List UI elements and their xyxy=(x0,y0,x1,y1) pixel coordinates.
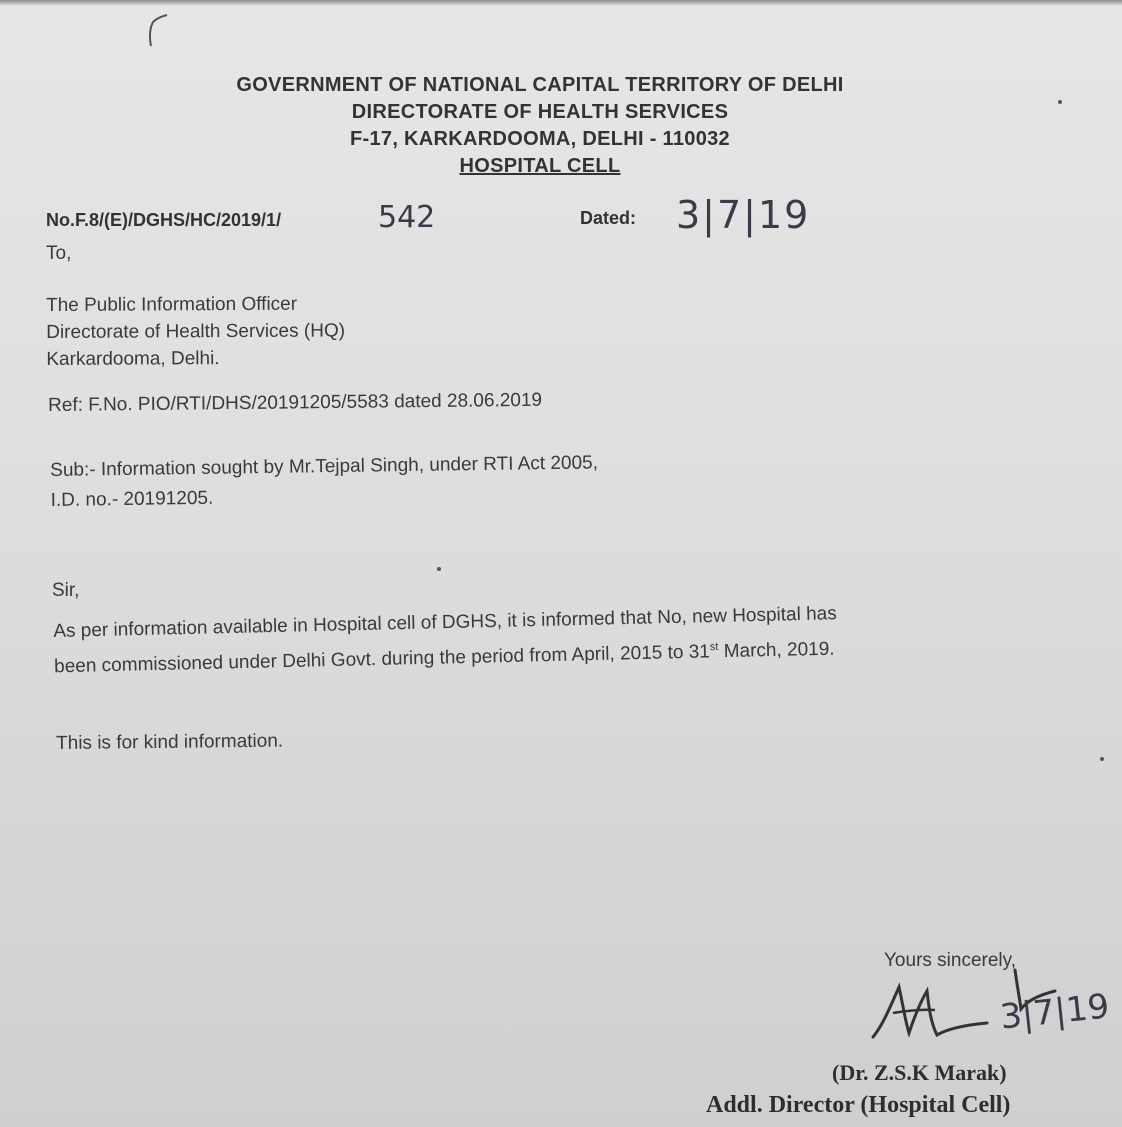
ordinal-suffix: st xyxy=(709,640,719,654)
handwritten-file-number: 542 xyxy=(378,200,436,235)
letterhead-directorate: DIRECTORATE OF HEALTH SERVICES xyxy=(351,101,729,123)
body-line-2-text: been commissioned under Delhi Govt. during the period from April, 2015 to 31 xyxy=(53,641,711,678)
yours-sincerely: Yours sincerely, xyxy=(884,950,1017,971)
file-number: No.F.8/(E)/DGHS/HC/2019/1/ xyxy=(46,210,282,230)
subject-line: Sub:- Information sought by Mr.Tejpal Singh, under RTI Act 2005, xyxy=(50,452,599,481)
letterhead-department: HOSPITAL CELL xyxy=(459,155,621,177)
body-line-2-end: March, 2019. xyxy=(718,638,835,663)
handwritten-date: 3|7|19 xyxy=(676,193,811,237)
page-edge-shadow xyxy=(0,0,1122,6)
recipient-office: Directorate of Health Services (HQ) xyxy=(46,320,346,343)
closing-line: This is for kind information. xyxy=(56,730,284,754)
body-line-1: As per information available in Hospital cell of DGHS, it is informed that No, new Hospital has xyxy=(53,603,837,642)
speck xyxy=(1100,757,1104,761)
recipient-title: The Public Information Officer xyxy=(46,293,298,316)
subject xyxy=(50,448,599,516)
letterhead-government: GOVERNMENT OF NATIONAL CAPITAL TERRITORY OF DELHI xyxy=(236,74,844,96)
signatory-name: (Dr. Z.S.K Marak) xyxy=(832,1060,1007,1085)
recipient-address xyxy=(46,290,345,373)
signatory-title: Addl. Director (Hospital Cell) xyxy=(706,1092,1011,1118)
speck xyxy=(437,567,441,571)
pen-mark xyxy=(145,12,171,48)
letterhead-address: F-17, KARKARDOOMA, DELHI - 110032 xyxy=(350,128,730,150)
reference-line: Ref: F.No. PIO/RTI/DHS/20191205/5583 dated 28.06.2019 xyxy=(48,389,543,416)
subject-id: I.D. no.- 20191205. xyxy=(50,487,214,511)
signature-date: 3|7|19 xyxy=(998,986,1112,1038)
letter-body xyxy=(53,593,1054,682)
dated-label: Dated: xyxy=(580,208,637,228)
speck xyxy=(1058,100,1062,104)
recipient-location: Karkardooma, Delhi. xyxy=(46,348,220,370)
letterhead xyxy=(180,72,900,180)
to-label: To, xyxy=(46,243,72,264)
salutation: Sir, xyxy=(52,580,80,601)
